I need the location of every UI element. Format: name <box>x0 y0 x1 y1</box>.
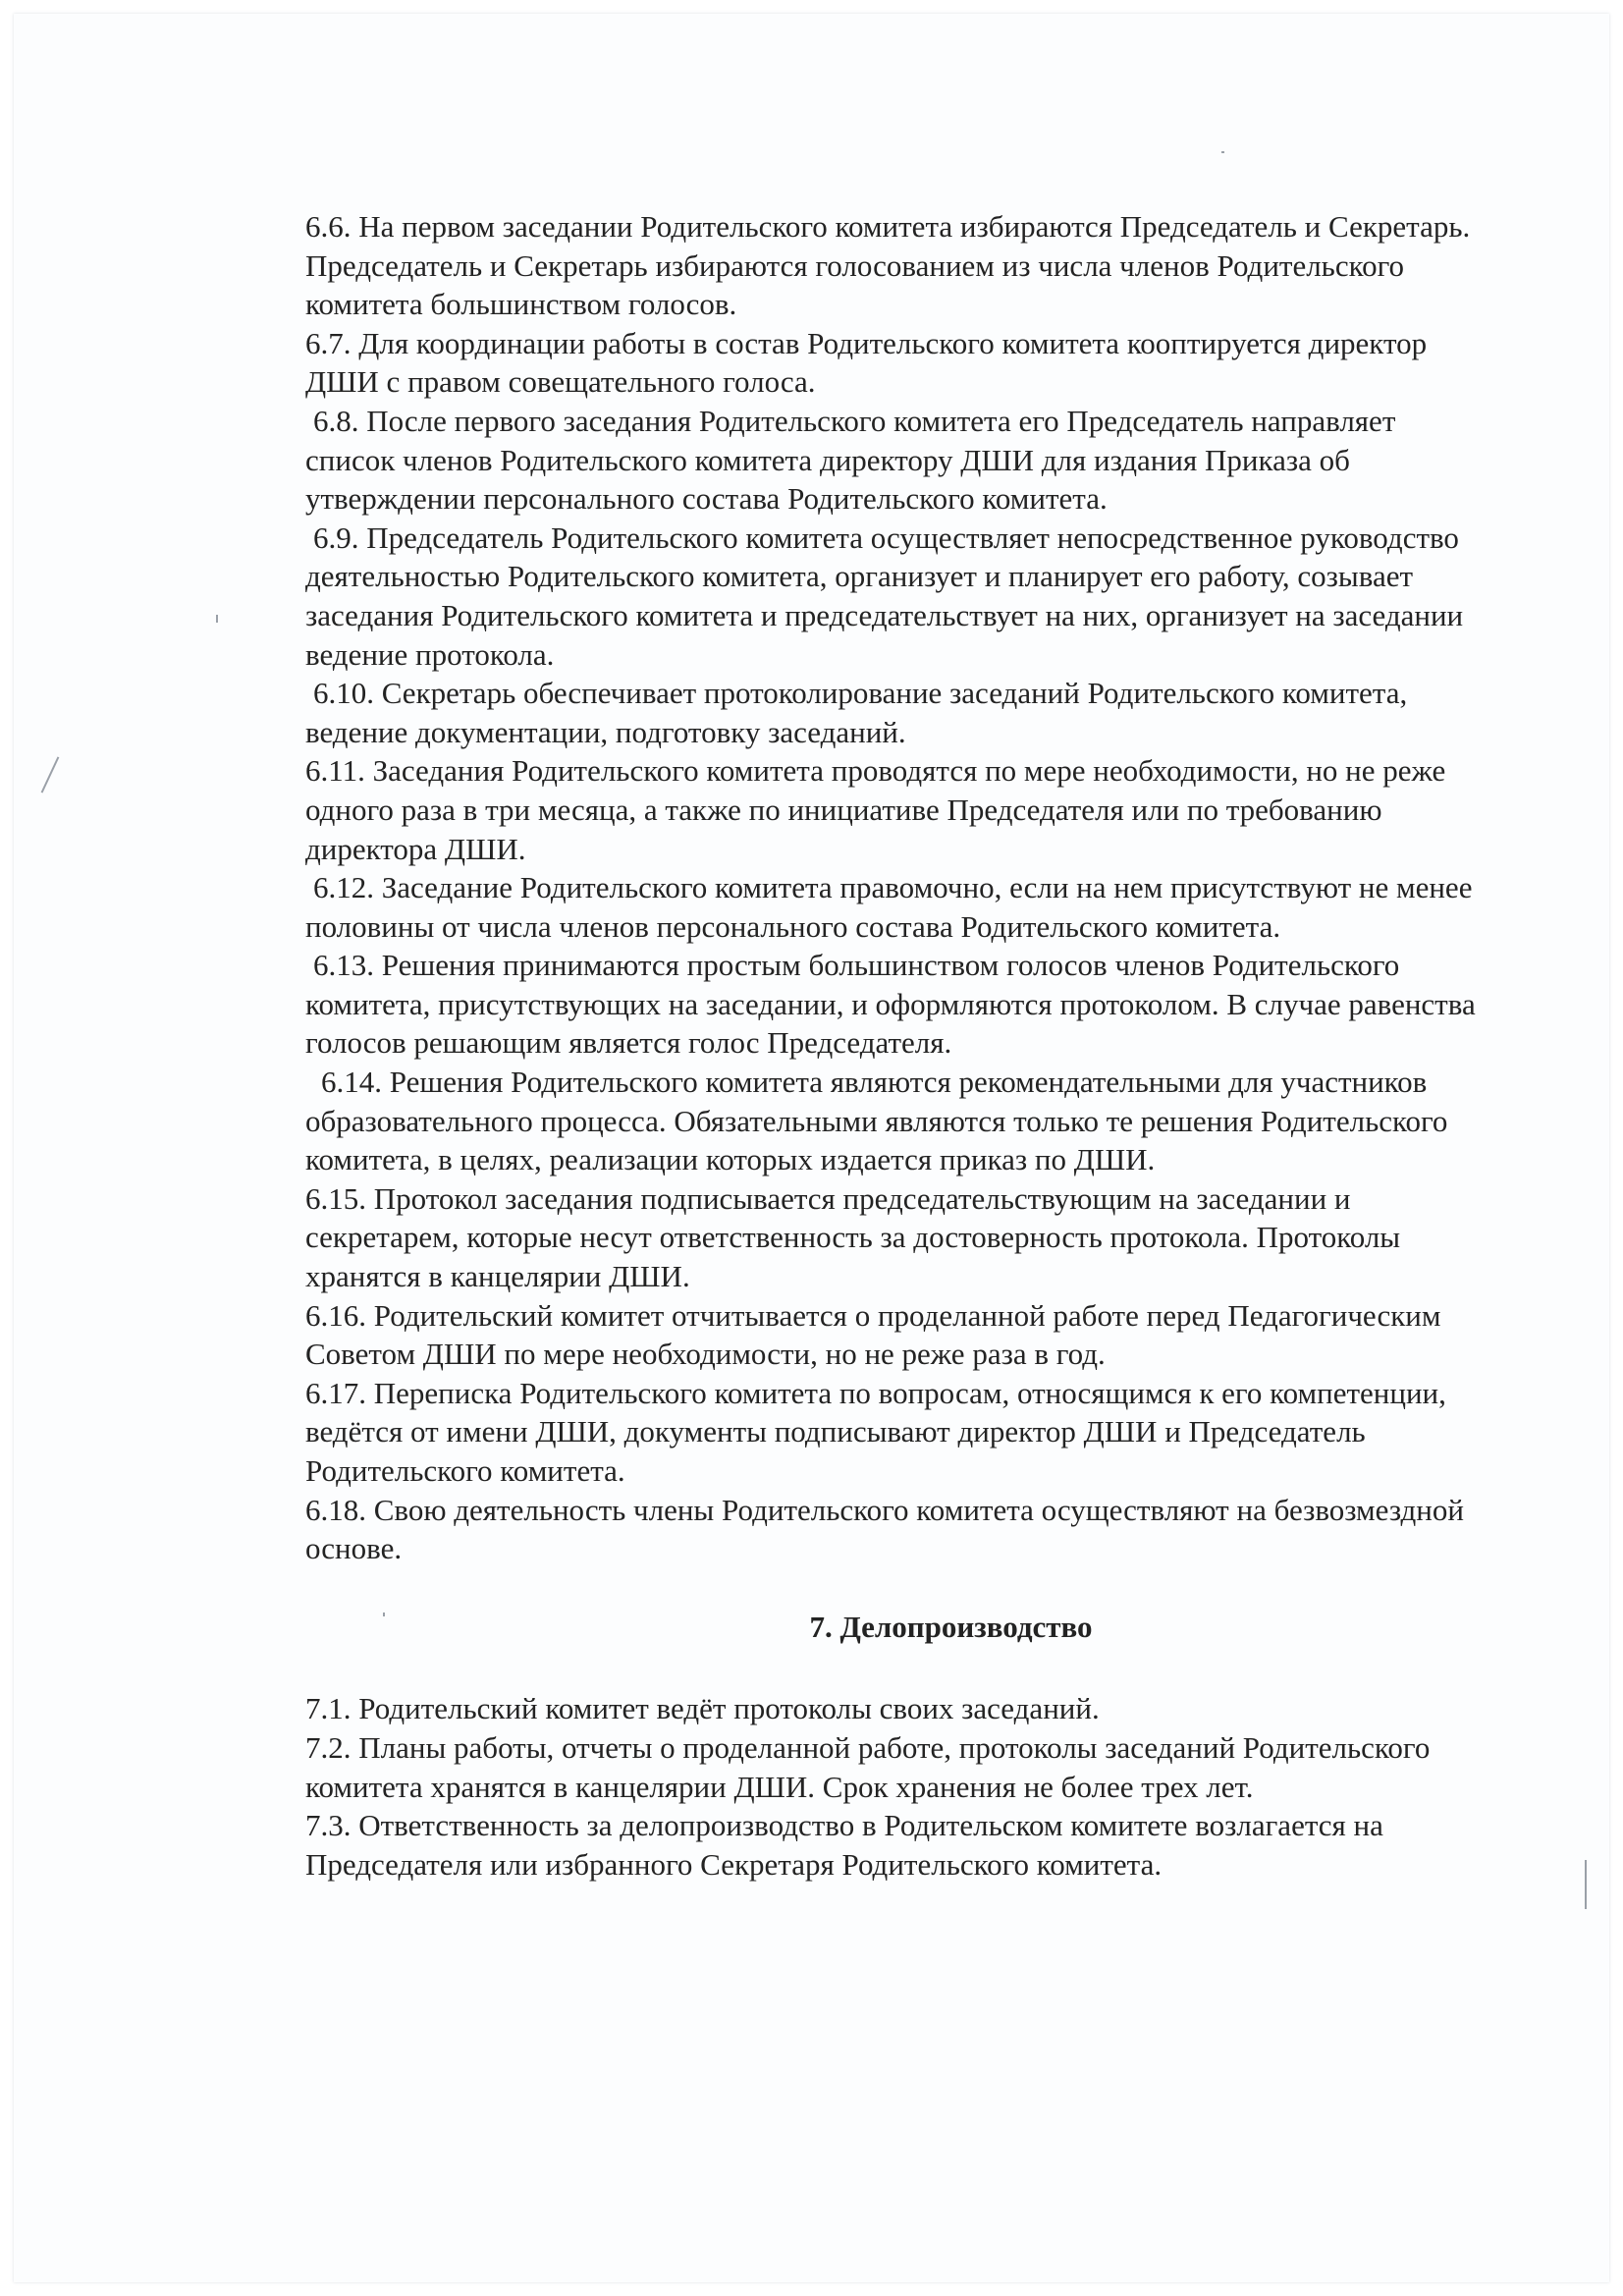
clause-line: 6.15. Протокол заседания подписывается председательствующим на заседании и <box>305 1180 1351 1216</box>
scan-mark <box>1221 151 1224 153</box>
clause-line: ДШИ с правом совещательного голоса. <box>305 364 816 400</box>
clause-6-13 <box>305 946 1596 1063</box>
clause-line: одного раза в три месяца, а также по инициативе Председателя или по требованию <box>305 792 1382 827</box>
clause-line: комитета, присутствующих на заседании, и оформляются протоколом. В случае равенства <box>305 986 1476 1021</box>
document-body <box>305 207 1596 1884</box>
clause-line: 6.12. Заседание Родительского комитета правомочно, если на нем присутствуют не менее <box>313 870 1473 905</box>
clause-7-3 <box>305 1806 1596 1884</box>
clause-6-8 <box>305 402 1596 519</box>
clause-line: ведётся от имени ДШИ, документы подписывают директор ДШИ и Председатель <box>305 1414 1366 1449</box>
clause-line: 7.3. Ответственность за делопроизводство в Родительском комитете возлагается на <box>305 1808 1383 1843</box>
clause-7-1 <box>305 1689 1596 1728</box>
section-6-clauses <box>305 207 1596 1568</box>
clause-line: комитета, в целях, реализации которых издается приказ по ДШИ. <box>305 1142 1156 1177</box>
clause-line: комитета большинством голосов. <box>305 287 737 322</box>
clause-line: 6.16. Родительский комитет отчитывается о проделанной работе перед Педагогическим <box>305 1297 1441 1333</box>
clause-6-15 <box>305 1179 1596 1296</box>
clause-line: директора ДШИ. <box>305 831 526 866</box>
clause-line: Советом ДШИ по мере необходимости, но не реже раза в год. <box>305 1337 1106 1372</box>
clause-line: деятельностью Родительского комитета, организует и планирует его работу, созывает <box>305 559 1414 594</box>
clause-6-14 <box>305 1063 1596 1179</box>
clause-7-2 <box>305 1728 1596 1806</box>
document-page <box>14 14 1609 2282</box>
clause-line: 6.11. Заседания Родительского комитета проводятся по мере необходимости, но не реже <box>305 753 1446 789</box>
section-7-clauses <box>305 1689 1596 1884</box>
scan-mark <box>41 756 60 793</box>
clause-line: комитета хранятся в канцелярии ДШИ. Срок хранения не более трех лет. <box>305 1769 1254 1804</box>
clause-line: Председатель и Секретарь избираются голосованием из числа членов Родительского <box>305 247 1405 283</box>
clause-line: 6.14. Решения Родительского комитета являются рекомендательными для участников <box>321 1065 1428 1100</box>
clause-6-17 <box>305 1374 1596 1491</box>
clause-line: список членов Родительского комитета директору ДШИ для издания Приказа об <box>305 442 1350 477</box>
clause-line: хранятся в канцелярии ДШИ. <box>305 1259 690 1294</box>
clause-line: основе. <box>305 1531 403 1566</box>
clause-line: заседания Родительского комитета и председательствует на них, организует на заседании <box>305 597 1464 632</box>
clause-line: 6.8. После первого заседания Родительского комитета его Председатель направляет <box>313 403 1396 438</box>
clause-line: 7.2. Планы работы, отчеты о проделанной работе, протоколы заседаний Родительского <box>305 1729 1431 1765</box>
clause-line: 6.6. На первом заседании Родительского комитета избираются Председатель и Секретарь. <box>305 209 1471 244</box>
clause-line: 6.9. Председатель Родительского комитета осуществляет непосредственное руководство <box>313 519 1459 555</box>
clause-line: 6.13. Решения принимаются простым большинством голосов членов Родительского <box>313 948 1400 983</box>
clause-line: 6.17. Переписка Родительского комитета по вопросам, относящимся к его компетенции, <box>305 1375 1446 1410</box>
clause-line: Председателя или избранного Секретаря Родительского комитета. <box>305 1846 1163 1882</box>
clause-6-6 <box>305 207 1596 324</box>
clause-line: ведение протокола. <box>305 636 555 672</box>
clause-line: Родительского комитета. <box>305 1453 625 1488</box>
clause-line: 6.7. Для координации работы в состав Родительского комитета кооптируется директор <box>305 325 1428 360</box>
clause-line: ведение документации, подготовку заседаний. <box>305 714 906 749</box>
clause-line: 6.18. Свою деятельность члены Родительского комитета осуществляют на безвозмездной <box>305 1492 1464 1527</box>
clause-line: секретарем, которые несут ответственность за достоверность протокола. Протоколы <box>305 1220 1401 1255</box>
clause-6-16 <box>305 1296 1596 1374</box>
section-7-title: 7. Делопроизводство <box>809 1609 1093 1644</box>
clause-line: голосов решающим является голос Председателя. <box>305 1025 952 1061</box>
clause-line: половины от числа членов персонального состава Родительского комитета. <box>305 908 1281 944</box>
clause-line: 7.1. Родительский комитет ведёт протоколы своих заседаний. <box>305 1691 1100 1726</box>
clause-line: 6.10. Секретарь обеспечивает протоколирование заседаний Родительского комитета, <box>313 676 1408 711</box>
clause-6-11 <box>305 751 1596 868</box>
clause-line: утверждении персонального состава Родительского комитета. <box>305 481 1108 517</box>
clause-6-7 <box>305 324 1596 402</box>
clause-line: образовательного процесса. Обязательными являются только те решения Родительского <box>305 1103 1448 1138</box>
clause-6-10 <box>305 674 1596 751</box>
clause-6-12 <box>305 868 1596 946</box>
clause-6-18 <box>305 1491 1596 1568</box>
scan-mark <box>216 615 218 623</box>
clause-6-9 <box>305 519 1596 674</box>
